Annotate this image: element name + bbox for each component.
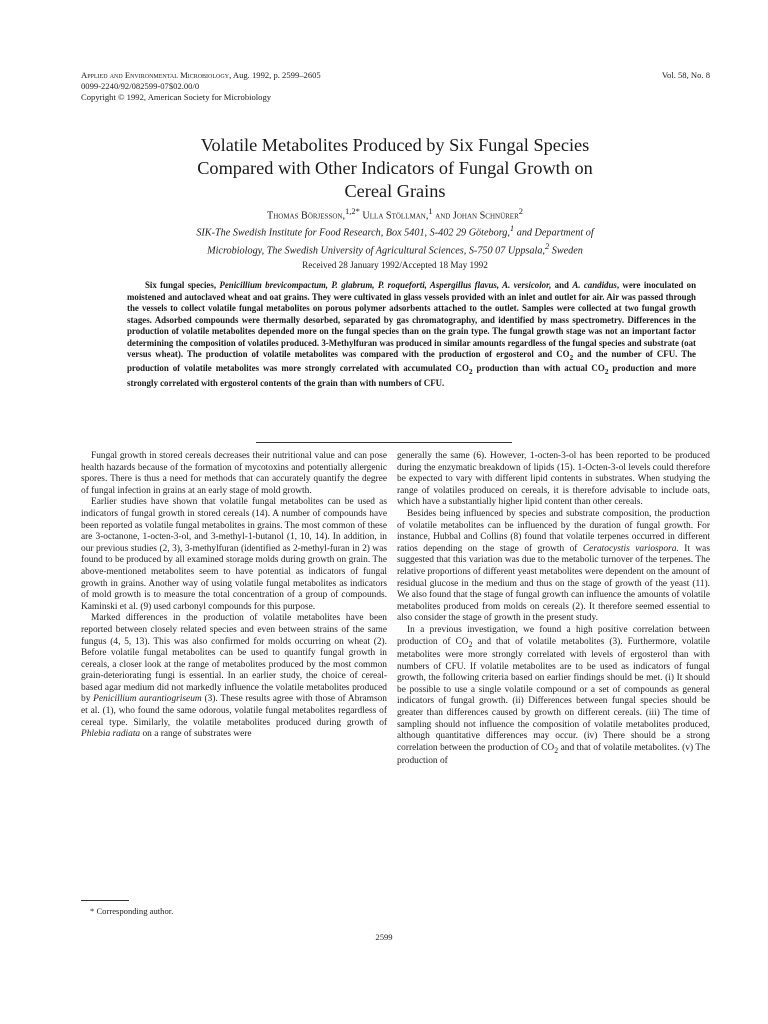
abstract-species-1: Penicillium brevicompactum, P. glabrum, P. roqueforti, Aspergillus flavus, A. versicolor,	[219, 280, 552, 290]
left-p3-species-2: Phlebia radiata	[81, 729, 141, 740]
article-title	[80, 134, 710, 203]
footnote: * Corresponding author.	[90, 906, 174, 916]
abstract-text-5: production than with actual CO	[472, 363, 605, 374]
author-3-affil: 2	[518, 206, 523, 216]
left-p3-text-1: Marked differences in the production of volatile metabolites have been reported between closely related species and even between strains of the same fungus (4, 5, 13). This was also confirmed for molds occurring on wheat (2). Before volatile fungal metabolites can be used to quantify fungal growth in cereals, a closer look at the range of metabolites produced by the most common grain-deteriorating fungi is essential. In an earlier study, the choice of cereal-based agar medium did not markedly influence the volatile metabolites produced by	[81, 613, 387, 705]
right-paragraph-2	[397, 509, 710, 625]
right-p3-text-2: and that of volatile metabolites (3). Furthermore, volatile metabolites were more strongly correlated with levels of ergosterol than with numbers of CFU. If volatile metabolites are to be used as indicators of fungal growth, the following criteria based on earlier findings should be met. (i) It should be possible to use a single volatile compound or a set of compounds as general indicators of fungal growth. (ii) Differences between fungal species should be greater than differences caused by growth on different cereals. (iii) The time of sampling should not influence the composition of volatile metabolites produced, although quantitative differences may occur. (iv) There should be a strong correlation between the production of CO	[397, 636, 710, 753]
section-divider	[256, 442, 512, 443]
right-p2-species: Ceratocystis variospora	[582, 543, 677, 554]
author-3: Johan Schnürer	[452, 210, 519, 222]
affiliation-1-mark: 1	[509, 223, 515, 233]
affiliation-2-mark: 2	[544, 240, 550, 251]
author-2-affil: 1	[428, 206, 433, 216]
received-dates: Received 28 January 1992/Accepted 18 May 1992	[302, 260, 488, 270]
left-paragraph-1: Fungal growth in stored cereals decreases their nutritional value and can pose health hazards because of the formation of mycotoxins and potentially allergenic spores. There is thus a need for methods that can accurately quantify the degree of fungal infection in grains at an early stage of mold growth.	[81, 451, 387, 496]
right-p3-subscript-1: 2	[468, 639, 473, 649]
left-p3-text-2: (3). These results agree with those of Abramson et al. (1), who found the same odorous, volatile fungal metabolites regardless of cereal type. Similarly, the volatile metabolites produced during growth of	[81, 694, 387, 728]
right-p2-text-2: . It was suggested that this variation was due to the metabolic turnover of the terpenes. The relative proportions of different yeast metabolites were dependent on the amount of residual glucose in the medium and thus on the stage of growth of the yeast (11). We also found that the stage of fungal growth can influence the amounts of volatile metabolites produced from molds on cereals (2). It therefore seemed essential to also consider the stage of growth in the present study.	[397, 543, 711, 624]
left-p3-species-1: Penicillium aurantiogriseum	[93, 694, 202, 705]
abstract-species-2: A. candidus	[572, 280, 617, 290]
right-paragraph-1: generally the same (6). However, 1-octen-3-ol has been reported to be produced during the enzymatic breakdown of lipids (15). 1-Octen-3-ol levels could therefore be expected to vary with different lipid contents in substrates. When studying the range of volatiles produced on cereals, it is therefore advisable to include oats, which have a substantially higher lipid content than other cereals.	[397, 451, 710, 508]
title-line-2: Compared with Other Indicators of Fungal Growth on	[197, 158, 593, 178]
journal-name: Applied and Environmental Microbiology	[81, 70, 230, 80]
copyright-line: Copyright © 1992, American Society for Microbiology	[81, 92, 272, 102]
affiliation-country: Sweden	[549, 245, 583, 257]
left-paragraph-2: Earlier studies have shown that volatile fungal metabolites can be used as indicators of fungal growth in stored cereals (14). A number of compounds have been reported as volatile fungal metabolites in grains. The most common of these are 3-octanone, 1-octen-3-ol, and 3-methyl-1-butanol (1, 10, 14). In addition, in our previous studies (2, 3), 3-methylfuran (identified as 2-methyl-furan in 2) was found to be produced by all examined storage molds during growth on grain. The above-mentioned metabolites seem to have potential as indicators of fungal growth in grains. Another way of using volatile fungal metabolites as indicators of mold growth is to measure the total concentration of a group of compounds. Kaminski et al. (9) used carbonyl compounds for this purpose.	[81, 497, 387, 612]
citation-line	[81, 70, 321, 81]
author-list	[80, 206, 710, 221]
footnote-divider	[81, 900, 129, 901]
abstract-text-4: and the number of CFU. The production of volatile metabolites was more strongly correlated with accumulated CO	[127, 349, 696, 374]
right-p2-text-1: Besides being influenced by species and substrate composition, the production of volatile metabolites can be influenced by the duration of fungal growth. For instance, Hubbal and Collins (8) found that volatile terpenes occurred in different ratios depending on the stage of growth of	[397, 508, 710, 554]
title-line-1: Volatile Metabolites Produced by Six Fungal Species	[200, 135, 590, 155]
abstract-text-2: and	[551, 280, 573, 290]
right-column	[397, 451, 710, 768]
left-column	[81, 451, 387, 741]
left-p3-text-3: on a range of substrates were	[140, 729, 252, 740]
right-p3-text-1: In a previous investigation, we found a high positive correlation between production of CO	[397, 624, 710, 647]
affiliation-1: SIK-The Swedish Institute for Food Research, Box 5401, S-402 29 Göteborg,	[196, 227, 510, 239]
volume-number: Vol. 58, No. 8	[661, 70, 710, 80]
right-p3-text-3: and that of volatile metabolites. (v) The production of	[397, 742, 710, 767]
right-paragraph-3	[397, 625, 710, 768]
abstract-text-6: production and more strongly correlated with ergosterol contents of the grain than with numbers of CFU.	[127, 363, 697, 388]
author-1: Thomas Börjesson,	[266, 210, 345, 222]
abstract-subscript-2: 2	[468, 367, 473, 377]
author-2: Ulla Stöllman,	[359, 210, 429, 222]
author-conjunction: and	[432, 210, 453, 222]
left-paragraph-3	[81, 613, 387, 741]
affiliations	[80, 222, 710, 258]
citation-details: , Aug. 1992, p. 2599–2605	[229, 70, 321, 80]
affiliation-connector: and Department of	[514, 227, 594, 239]
journal-header	[81, 70, 321, 103]
abstract	[127, 280, 696, 389]
right-p3-subscript-2: 2	[554, 745, 559, 755]
doi-code: 0099-2240/92/082599-07$02.00/0	[81, 81, 200, 91]
abstract-text-3: , were inoculated on moistened and autoclaved wheat and oat grains. They were cultivated in glass vessels provided with an inlet and outlet for air. Air was passed through the vessels to collect volatile fungal metabolites on porous polymer adsorbents attached to the outlet. Samples were collected at two fungal growth stages. Adsorbed compounds were thermally desorbed, separated by gas chromatography, and identified by mass spectrometry. Differences in the production of volatile metabolites depended more on the fungal species than on the grain type. The fungal growth stage was not an important factor determining the composition of volatiles produced. 3-Methylfuran was produced in similar amounts regardless of the fungal species and substrate (oat versus wheat). The production of volatile metabolites was compared with the production of ergosterol and CO	[127, 280, 697, 359]
title-line-3: Cereal Grains	[344, 181, 446, 201]
affiliation-2: Microbiology, The Swedish University of Agricultural Sciences, S-750 07 Uppsala,	[207, 245, 545, 257]
abstract-subscript-3: 2	[604, 367, 609, 377]
author-1-affil: 1,2*	[345, 206, 360, 216]
page-number: 2599	[375, 932, 393, 942]
abstract-text-1: Six fungal species,	[145, 280, 220, 290]
abstract-subscript-1: 2	[569, 352, 574, 362]
